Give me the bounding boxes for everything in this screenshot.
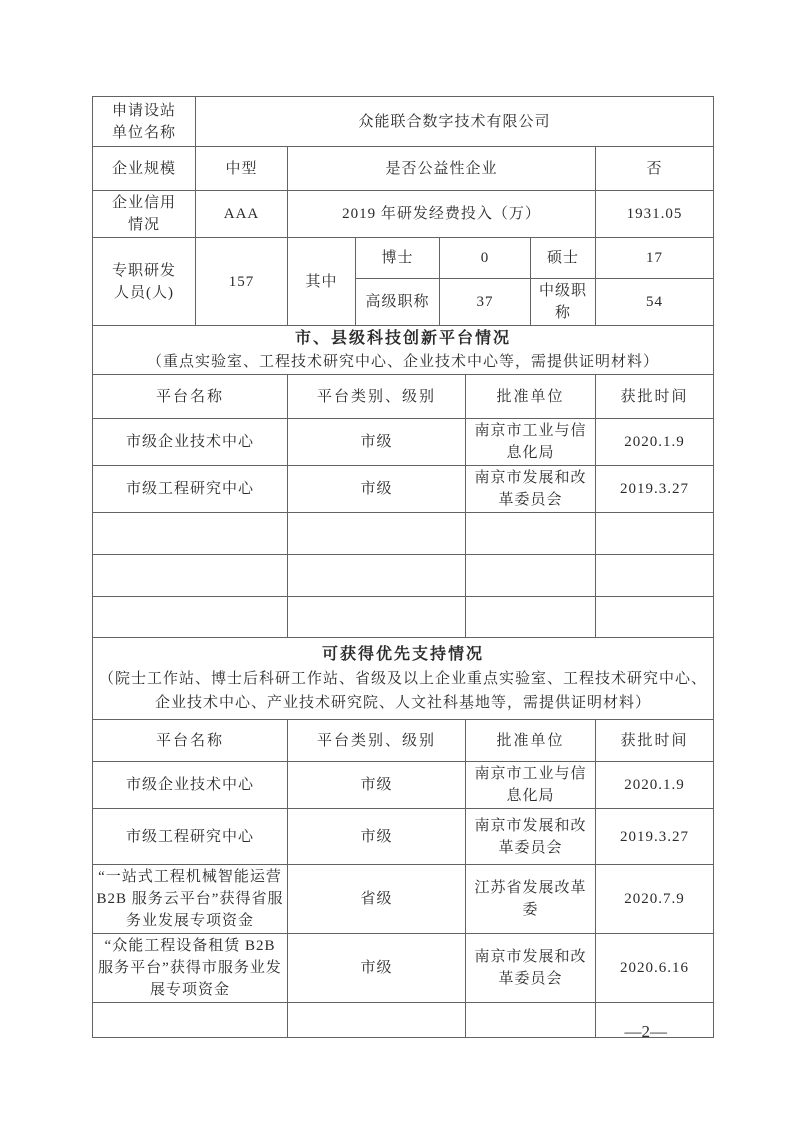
doctor-label: 博士	[356, 238, 440, 279]
s2-row1-name: 市级企业技术中心	[93, 762, 288, 809]
row-rd-staff-1	[93, 238, 714, 279]
s1-row3-date	[596, 513, 714, 555]
rd-fund-label: 2019 年研发经费投入（万）	[288, 191, 596, 238]
master-value: 17	[596, 238, 714, 279]
table-row	[93, 513, 714, 555]
s2-row1-date: 2020.1.9	[596, 762, 714, 809]
s1-row1-name: 市级企业技术中心	[93, 419, 288, 466]
mid-title-label: 中级职称	[531, 279, 596, 326]
mid-title-value: 54	[596, 279, 714, 326]
table-row	[93, 555, 714, 597]
applicant-value: 众能联合数字技术有限公司	[196, 97, 714, 147]
credit-value: AAA	[196, 191, 288, 238]
section1-header-row	[93, 375, 714, 419]
among-label: 其中	[288, 238, 356, 326]
s2-header-approver: 批准单位	[466, 720, 596, 762]
s1-row2-date: 2019.3.27	[596, 466, 714, 513]
s2-row3-approver: 江苏省发展改革委	[466, 865, 596, 934]
s2-row3-date: 2020.7.9	[596, 865, 714, 934]
s2-row4-date: 2020.6.16	[596, 934, 714, 1003]
section2-subtitle: （院士工作站、博士后科研工作站、省级及以上企业重点实验室、工程技术研究中心、企业技术中心、产业技术研究院、人文社科基地等，需提供证明材料）	[99, 670, 708, 711]
section1-heading-row	[93, 326, 714, 375]
s2-header-date: 获批时间	[596, 720, 714, 762]
s1-row5-date	[596, 597, 714, 638]
rd-staff-total: 157	[196, 238, 288, 326]
section1-title: 市、县级科技创新平台情况	[295, 330, 512, 347]
table-row	[93, 419, 714, 466]
applicant-label: 申请设站单位名称	[93, 97, 196, 147]
s2-row2-approver: 南京市发展和改革委员会	[466, 809, 596, 865]
application-form-table	[92, 96, 714, 1038]
s1-row2-level: 市级	[288, 466, 466, 513]
senior-title-value: 37	[440, 279, 531, 326]
s1-row4-name	[93, 555, 288, 597]
public-welfare-value: 否	[596, 147, 714, 191]
page-number: —2—	[624, 1022, 667, 1041]
s2-row4-level: 市级	[288, 934, 466, 1003]
s2-header-level: 平台类别、级别	[288, 720, 466, 762]
table-row	[93, 865, 714, 934]
s2-row2-name: 市级工程研究中心	[93, 809, 288, 865]
s1-row3-approver	[466, 513, 596, 555]
section2-header-row	[93, 720, 714, 762]
master-label: 硕士	[531, 238, 596, 279]
s2-header-name: 平台名称	[93, 720, 288, 762]
s2-row3-level: 省级	[288, 865, 466, 934]
rd-staff-label: 专职研发人员(人)	[93, 238, 196, 326]
s1-row1-level: 市级	[288, 419, 466, 466]
section1-heading	[93, 326, 714, 375]
s1-row4-approver	[466, 555, 596, 597]
s1-header-name: 平台名称	[93, 375, 288, 419]
public-welfare-label: 是否公益性企业	[288, 147, 596, 191]
scale-label: 企业规模	[93, 147, 196, 191]
senior-title-label: 高级职称	[356, 279, 440, 326]
section2-title: 可获得优先支持情况	[322, 645, 485, 663]
s1-header-level: 平台类别、级别	[288, 375, 466, 419]
s1-row4-level	[288, 555, 466, 597]
credit-label: 企业信用情况	[93, 191, 196, 238]
s1-row2-name: 市级工程研究中心	[93, 466, 288, 513]
section2-heading	[93, 638, 714, 720]
rd-fund-value: 1931.05	[596, 191, 714, 238]
s2-row4-approver: 南京市发展和改革委员会	[466, 934, 596, 1003]
s1-row1-approver: 南京市工业与信息化局	[466, 419, 596, 466]
s1-row1-date: 2020.1.9	[596, 419, 714, 466]
s2-row1-approver: 南京市工业与信息化局	[466, 762, 596, 809]
s2-row2-date: 2019.3.27	[596, 809, 714, 865]
s1-row5-approver	[466, 597, 596, 638]
s2-row4-name: “众能工程设备租赁 B2B 服务平台”获得市服务业发展专项资金	[93, 934, 288, 1003]
s1-row3-level	[288, 513, 466, 555]
s1-row3-name	[93, 513, 288, 555]
table-row	[93, 466, 714, 513]
s1-row4-date	[596, 555, 714, 597]
table-row	[93, 934, 714, 1003]
s1-header-approver: 批准单位	[466, 375, 596, 419]
row-applicant	[93, 97, 714, 147]
s1-row2-approver: 南京市发展和改革委员会	[466, 466, 596, 513]
table-row	[93, 597, 714, 638]
s2-row1-level: 市级	[288, 762, 466, 809]
s2-row3-name: “一站式工程机械智能运营 B2B 服务云平台”获得省服务业发展专项资金	[93, 865, 288, 934]
s1-header-date: 获批时间	[596, 375, 714, 419]
section1-subtitle: （重点实验室、工程技术研究中心、企业技术中心等，需提供证明材料）	[147, 354, 660, 370]
table-row	[93, 762, 714, 809]
s1-row5-level	[288, 597, 466, 638]
scale-value: 中型	[196, 147, 288, 191]
table-row	[93, 809, 714, 865]
row-credit	[93, 191, 714, 238]
s1-row5-name	[93, 597, 288, 638]
s2-row2-level: 市级	[288, 809, 466, 865]
section2-heading-row	[93, 638, 714, 720]
doctor-value: 0	[440, 238, 531, 279]
row-scale	[93, 147, 714, 191]
